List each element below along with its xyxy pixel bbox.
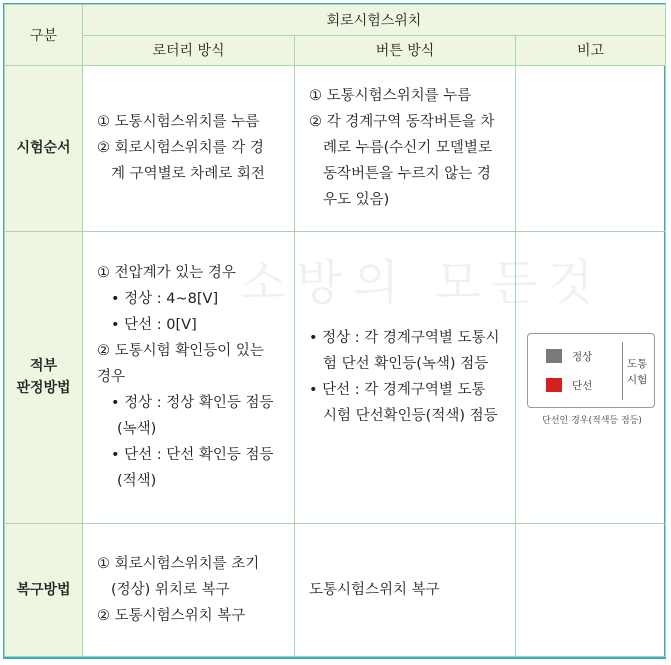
list-item: 도통시험스위치 복구	[309, 582, 440, 599]
list-item: ② 도통시험스위치 복구	[97, 608, 246, 625]
list-item: 동작버튼을 누르지 않는 경	[323, 166, 491, 183]
list-item: ① 전압계가 있는 경우	[97, 265, 236, 282]
list-item: 례로 누름(수신기 모델별로	[323, 140, 492, 157]
break-lamp-label: 단선	[572, 380, 593, 392]
continuity-test-panel	[527, 333, 655, 408]
list-item: 우도 있음)	[323, 192, 390, 209]
test-method-table	[4, 4, 666, 657]
continuity-test-label-2: 시험	[627, 374, 648, 386]
list-item: ① 도통시험스위치를 누름	[309, 88, 472, 105]
procedure-button	[295, 66, 516, 231]
list-item: 험 단선 확인등(녹색) 점등	[323, 356, 489, 373]
procedure-rotary	[83, 66, 295, 231]
list-item: ② 각 경계구역 동작버튼을 차	[309, 114, 495, 131]
list-item: • 정상 : 4~8[V]	[111, 291, 219, 308]
header-button: 버튼 방식	[295, 35, 516, 66]
list-item: • 단선 : 각 경계구역별 도통	[309, 382, 486, 399]
restore-button	[295, 524, 516, 657]
list-item: • 단선 : 단선 확인등 점등	[111, 447, 274, 464]
normal-lamp-icon	[546, 349, 562, 363]
watermark: 소방의 모든것	[240, 255, 604, 311]
header-remark: 비고	[516, 35, 666, 66]
normal-lamp-label: 정상	[572, 351, 593, 363]
list-item: (녹색)	[117, 421, 157, 438]
judgment-button	[295, 231, 516, 524]
list-item: 시험 단선확인등(적색) 점등	[323, 408, 498, 425]
panel-caption: 단선인 경우(적색등 점등)	[542, 416, 642, 426]
header-rotary: 로터리 방식	[83, 35, 295, 66]
list-item: (정상) 위치로 복구	[111, 582, 230, 599]
continuity-test-label-1: 도통	[627, 358, 648, 370]
list-item: • 정상 : 각 경계구역별 도통시	[309, 330, 500, 347]
judgment-rotary	[83, 231, 295, 524]
list-item: 경우	[97, 369, 126, 386]
row-label-judgment-line2: 판정방법	[16, 380, 71, 397]
list-item: (적색)	[117, 473, 157, 490]
restore-rotary	[83, 524, 295, 657]
panel-divider	[622, 342, 623, 400]
list-item: ② 회로시험스위치를 각 경	[97, 140, 264, 157]
header-group: 회로시험스위치	[83, 5, 666, 36]
row-label-judgment-line1: 적부	[29, 358, 58, 375]
list-item: ① 회로시험스위치를 초기	[97, 556, 260, 573]
row-label-restore: 복구방법	[5, 524, 83, 657]
list-item: 계 구역별로 차례로 회전	[111, 166, 265, 183]
row-label-procedure: 시험순서	[5, 66, 83, 231]
list-item: ① 도통시험스위치를 누름	[97, 114, 260, 131]
list-item: ② 도통시험 확인등이 있는	[97, 343, 264, 360]
list-item: • 정상 : 정상 확인등 점등	[111, 395, 274, 412]
row-label-judgment	[5, 231, 83, 524]
header-category: 구분	[5, 5, 83, 66]
procedure-remark	[516, 66, 666, 231]
break-lamp-icon	[546, 378, 562, 392]
list-item: • 단선 : 0[V]	[111, 317, 197, 334]
restore-remark	[516, 524, 666, 657]
